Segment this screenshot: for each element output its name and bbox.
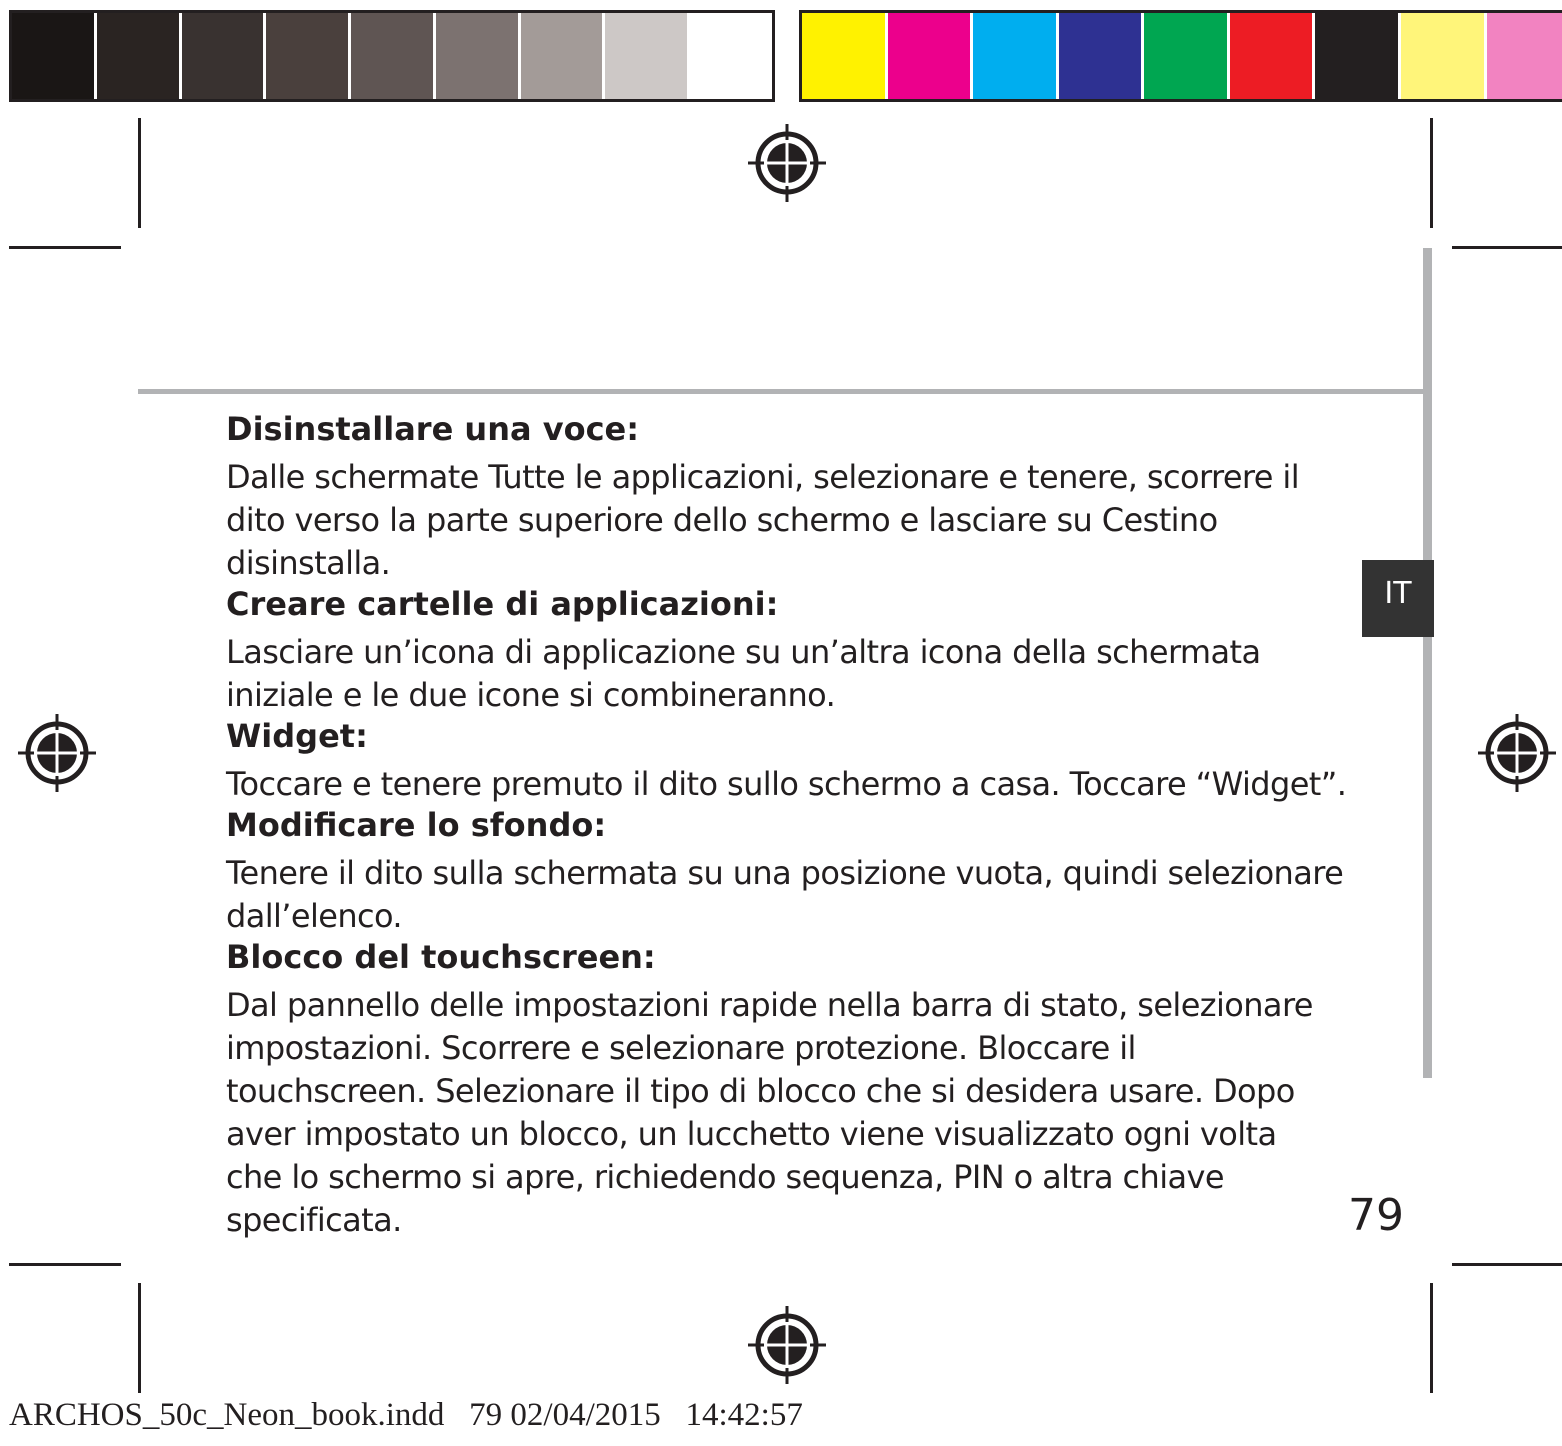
gray-swatch [351, 13, 436, 99]
crop-mark-bottom-right-horizontal [1452, 1263, 1562, 1266]
color-swatch [973, 13, 1059, 99]
language-tab [1362, 560, 1434, 637]
page-number: 79 [1348, 1190, 1404, 1241]
crop-mark-top-left-horizontal [9, 246, 121, 249]
registration-mark-icon [1478, 714, 1556, 792]
page-content [226, 410, 1366, 1242]
process-color-bar [799, 10, 1562, 102]
page-frame-right-rule [1423, 248, 1432, 1078]
color-swatch [1401, 13, 1487, 99]
section-wallpaper [226, 806, 1366, 938]
color-swatch [1487, 13, 1562, 99]
crop-mark-top-left-vertical [138, 118, 141, 228]
gray-swatch [690, 13, 772, 99]
crop-mark-top-right-horizontal [1452, 246, 1562, 249]
section-title: Blocco del touchscreen: [226, 938, 656, 976]
crop-mark-bottom-right-vertical [1430, 1283, 1433, 1393]
section-title: Modificare lo sfondo: [226, 806, 607, 844]
color-swatch [1059, 13, 1145, 99]
color-swatch [802, 13, 888, 99]
crop-mark-top-right-vertical [1430, 118, 1433, 228]
color-swatch [888, 13, 974, 99]
crop-mark-bottom-left-vertical [138, 1283, 141, 1393]
gray-swatch [605, 13, 690, 99]
registration-mark-icon [748, 124, 826, 202]
section-title: Creare cartelle di applicazioni: [226, 585, 779, 623]
section-app-folders [226, 585, 1366, 717]
gray-swatch [266, 13, 351, 99]
gray-swatch [521, 13, 606, 99]
section-body: Dalle schermate Tutte le applicazioni, selezionare e tenere, scorrere il dito verso la parte superiore dello schermo e lasciare su Cestino disinstalla. [226, 458, 1300, 582]
section-uninstall [226, 410, 1366, 585]
registration-mark-icon [18, 714, 96, 792]
section-title: Disinstallare una voce: [226, 410, 640, 448]
grayscale-color-bar [9, 10, 775, 102]
section-body: Lasciare un’icona di applicazione su un’altra icona della schermata iniziale e le due icone si combineranno. [226, 633, 1261, 714]
section-body: Dal pannello delle impostazioni rapide nella barra di stato, selezionare impostazioni. Scorrere e selezionare protezione. Bloccare il touchscreen. Selezionare il tipo di blocco che si desidera usare. Dopo aver impostato un blocco, un lucchetto viene visualizzato ogni volta che lo schermo si apre, richiedendo sequenza, PIN o altra chiave specificata. [226, 986, 1313, 1239]
gray-swatch [182, 13, 267, 99]
section-title: Widget: [226, 717, 368, 755]
color-swatch [1144, 13, 1230, 99]
language-tab-label: IT [1384, 576, 1412, 611]
gray-swatch [97, 13, 182, 99]
gray-swatch [12, 13, 97, 99]
gray-swatch [436, 13, 521, 99]
section-body: Tenere il dito sulla schermata su una posizione vuota, quindi selezionare dall’elenco. [226, 854, 1344, 935]
section-widget [226, 717, 1366, 806]
section-body: Toccare e tenere premuto il dito sullo schermo a casa. Toccare “Widget”. [226, 765, 1347, 803]
crop-mark-bottom-left-horizontal [9, 1263, 121, 1266]
registration-mark-icon [748, 1306, 826, 1384]
color-swatch [1230, 13, 1316, 99]
page-frame-top-rule [138, 389, 1428, 394]
section-screen-lock [226, 938, 1366, 1242]
print-slug: ARCHOS_50c_Neon_book.indd 79 02/04/2015 14:42:57 [9, 1397, 803, 1433]
color-swatch [1315, 13, 1401, 99]
